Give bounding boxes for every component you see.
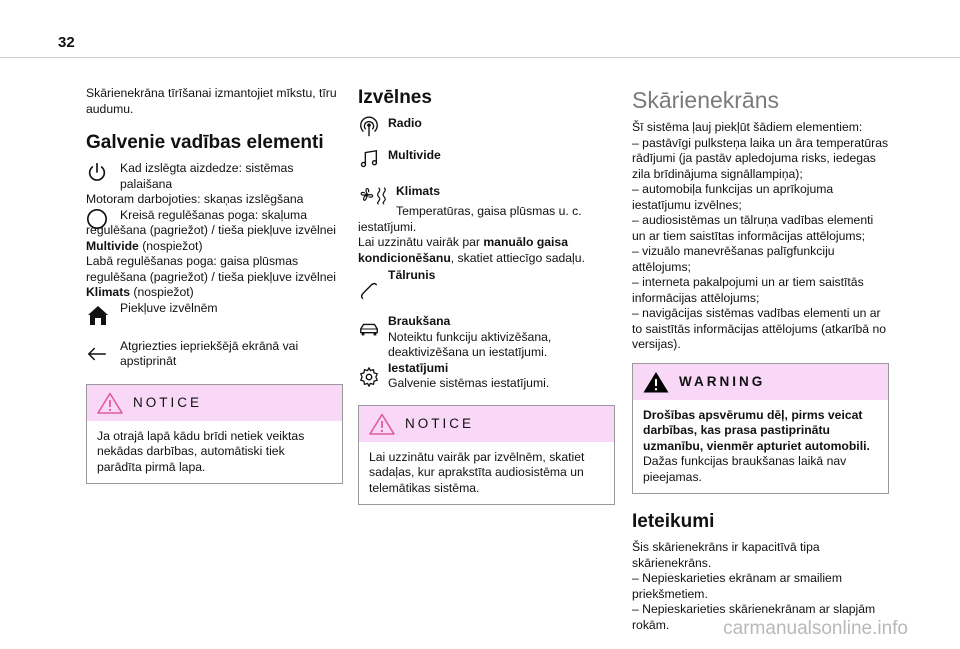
power-line1: Kad izslēgta aizdedze: sistēmas palaišana (120, 161, 294, 191)
fan-climate-icon (358, 184, 396, 206)
knob-left-icon (86, 208, 116, 230)
home-control (86, 301, 344, 329)
power-line2: Motoram darbojoties: skaņas izslēgšana (86, 192, 304, 206)
gear-icon (358, 361, 388, 393)
menu-radio (358, 116, 616, 146)
menu-settings (358, 361, 616, 393)
settings-label: Iestatījumi (388, 360, 449, 375)
list-item: – navigācijas sistēmas vadības elementi un ar to saistītās informācijas attēlojums (atkarībā no versijas). (632, 306, 887, 351)
notice-header (87, 385, 342, 421)
list-item: – automobiļa funkcijas un aprīkojuma iestatījumu izvēlnes; (632, 182, 834, 212)
climate-more-bold: manuālo gaisa kondicionēšanu (358, 235, 568, 265)
cleaning-intro: Skārienekrāna tīrīšanai izmantojiet mīkstu, tīru audumu. (86, 86, 337, 116)
touchscreen-intro: Šī sistēma ļauj piekļūt šādiem elementiem: (632, 120, 863, 134)
list-item: – interneta pakalpojumi un ar tiem saistītās informācijas attēlojums; (632, 275, 864, 305)
touchscreen-heading: Skārienekrāns (632, 87, 780, 113)
main-controls-heading: Galvenie vadības elementi (86, 132, 324, 153)
left-knob-tail: (nospiežot) (138, 238, 203, 253)
driving-label: Braukšana (388, 314, 451, 328)
column-touchscreen (632, 86, 890, 633)
menu-climate (358, 184, 616, 206)
list-item: – vizuālo manevrēšanas palīgfunkciju attēlojums; (632, 244, 835, 274)
multimedia-label: Multivide (388, 148, 441, 162)
notice-warning-triangle-icon (97, 392, 123, 414)
left-knob-desc: Kreisā regulēšanas poga: skaļuma regulēšana (pagriežot) / tieša piekļuve izvēlnei (86, 207, 336, 237)
tips-line: – Nepieskarieties ekrānam ar smailiem priekšmetiem. (632, 571, 842, 601)
touchscreen-list (632, 136, 890, 353)
right-knob-text (86, 254, 344, 301)
column-menus (358, 86, 616, 505)
climate-more-post: , skatiet attiecīgo sadaļu. (450, 250, 585, 265)
notice-body-middle: Lai uzzinātu vairāk par izvēlnēm, skatiet sadaļas, kur aprakstīta audiosistēma un telemātikas sistēma. (369, 449, 585, 495)
driving-text-wrap (388, 314, 616, 361)
right-knob-tail: (nospiežot) (130, 285, 194, 299)
tips-line: Šis skārienekrāns ir kapacitīvā tipa skārienekrāns. (632, 540, 820, 570)
right-knob-menu-name: Klimats (86, 285, 131, 299)
left-knob-control (86, 208, 344, 255)
power-icon (86, 161, 116, 183)
header-divider (0, 57, 960, 58)
warning-triangle-icon (643, 371, 669, 393)
notice-box-left (86, 384, 343, 485)
radio-icon (358, 116, 388, 138)
radio-label: Radio (388, 116, 422, 130)
menu-phone (358, 268, 616, 304)
car-icon (358, 314, 388, 344)
driving-desc: Noteiktu funkciju aktivizēšana, deaktivizēšana un iestatījumi. (388, 329, 552, 359)
site-watermark: carmanualsonline.info (723, 618, 908, 639)
list-item: – audiosistēmas un tālruņa vadības elementi un ar tiem saistītas informācijas attēlojums; (632, 213, 874, 243)
warning-header (633, 364, 888, 400)
warning-body (633, 400, 888, 494)
phone-icon (358, 268, 388, 302)
right-knob-desc: Labā regulēšanas poga: gaisa plūsmas regulēšana (pagriežot) / tieša piekļuve izvēlnei (86, 254, 336, 284)
tips-heading: Ieteikumi (632, 511, 715, 532)
warning-box (632, 363, 889, 495)
page-number: 32 (58, 34, 75, 51)
list-item: – pastāvīgi pulksteņa laika un āra temperatūras rādījumi (ja pastāv apledojuma risks, iedegas zila brīdinājuma signāllampiņa); (632, 135, 889, 181)
back-arrow-icon (86, 339, 116, 369)
notice-warning-triangle-icon (369, 413, 395, 435)
climate-more-pre: Lai uzzinātu vairāk par (358, 235, 484, 249)
left-knob-menu-name: Multivide (86, 238, 139, 253)
climate-heading-wrap (396, 184, 440, 200)
home-icon (86, 301, 116, 329)
home-text: Piekļuve izvēlnēm (120, 300, 218, 315)
notice-header-middle (359, 406, 614, 442)
music-note-icon (358, 148, 388, 170)
phone-label: Tālrunis (388, 268, 436, 282)
warning-text: Dažas funkcijas braukšanas laikā nav pieejamas. (643, 454, 847, 484)
warning-title: WARNING (679, 373, 766, 389)
tips-line: – Nepieskarieties skārienekrānam ar slapjām rokām. (632, 602, 876, 632)
power-control (86, 161, 344, 192)
column-controls (86, 86, 344, 484)
back-text: Atgriezties iepriekšējā ekrānā vai apstiprināt (120, 338, 299, 368)
climate-desc: Temperatūras, gaisa plūsmas u. c. iestatījumi. (358, 204, 582, 234)
left-knob-text (86, 208, 344, 255)
settings-text-wrap (388, 361, 549, 392)
menus-heading: Izvēlnes (358, 87, 432, 108)
notice-box-middle (358, 405, 615, 506)
warning-bold-text: Drošības apsvērumu dēļ, pirms veicat darbības, kas prasa pastiprinātu uzmanību, vienmēr apturiet automobili. (643, 407, 870, 453)
back-control (86, 339, 344, 370)
climate-label: Klimats (396, 184, 441, 198)
climate-more (358, 235, 616, 266)
menu-multimedia (358, 148, 616, 178)
notice-body: Ja otrajā lapā kādu brīdi netiek veiktas nekādas darbības, automātiski tiek parādīta pirmā lapa. (97, 428, 305, 474)
menu-driving (358, 314, 616, 361)
settings-desc: Galvenie sistēmas iestatījumi. (388, 376, 550, 390)
notice-title: NOTICE (133, 394, 203, 410)
notice-title-middle: NOTICE (405, 415, 475, 431)
